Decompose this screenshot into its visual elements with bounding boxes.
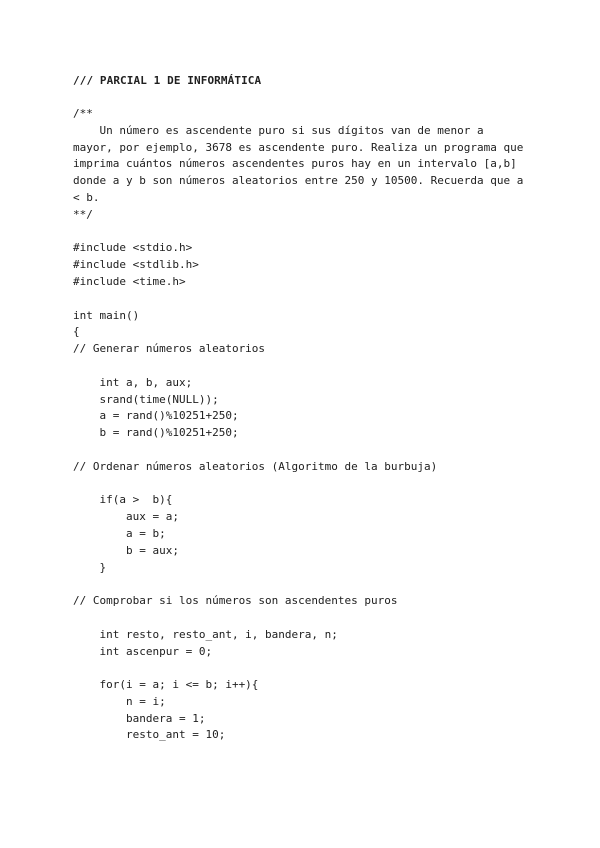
code-line: bandera = 1;	[73, 711, 206, 725]
code-line: int main()	[73, 308, 140, 322]
code-line: b = aux;	[73, 543, 179, 557]
code-line: // Generar números aleatorios	[73, 342, 266, 356]
code-line: srand(time(NULL));	[73, 392, 219, 406]
code-line	[73, 442, 523, 459]
code-line: a = b;	[73, 526, 166, 540]
code-line: // Comprobar si los números son ascendentes puros	[73, 594, 398, 608]
code-line: int ascenpur = 0;	[73, 644, 213, 658]
code-line: imprima cuántos números ascendentes puros hay en un intervalo [a,b]	[73, 157, 517, 171]
code-line	[73, 291, 523, 308]
code-line: **/	[73, 207, 93, 221]
code-line: aux = a;	[73, 510, 179, 524]
code-line: }	[73, 560, 107, 574]
code-line: if(a > b){	[73, 493, 173, 507]
code-line	[73, 610, 523, 627]
code-line: {	[73, 325, 80, 339]
code-line	[73, 358, 523, 375]
code-line	[73, 476, 523, 493]
code-line: int resto, resto_ant, i, bandera, n;	[73, 627, 338, 641]
code-line	[73, 224, 523, 241]
code-line	[73, 660, 523, 677]
code-line: #include <time.h>	[73, 274, 186, 288]
code-line: /**	[73, 107, 93, 120]
code-block	[73, 106, 523, 744]
code-line: donde a y b son números aleatorios entre 250 y 10500. Recuerda que a	[73, 174, 524, 188]
document-title: /// PARCIAL 1 DE INFORMÁTICA	[73, 74, 262, 87]
code-line: n = i;	[73, 694, 166, 708]
code-line: b = rand()%10251+250;	[73, 426, 239, 440]
code-line: mayor, por ejemplo, 3678 es ascendente puro. Realiza un programa que	[73, 140, 524, 154]
code-line: < b.	[73, 190, 100, 204]
code-line: // Ordenar números aleatorios (Algoritmo de la burbuja)	[73, 459, 438, 473]
code-line: #include <stdio.h>	[73, 241, 193, 255]
code-line: Un número es ascendente puro si sus dígitos van de menor a	[73, 123, 484, 137]
code-line	[73, 576, 523, 593]
code-line: for(i = a; i <= b; i++){	[73, 678, 259, 692]
code-line: resto_ant = 10;	[73, 728, 226, 742]
code-line: int a, b, aux;	[73, 375, 193, 389]
code-line: a = rand()%10251+250;	[73, 409, 239, 423]
code-line: #include <stdlib.h>	[73, 258, 199, 272]
